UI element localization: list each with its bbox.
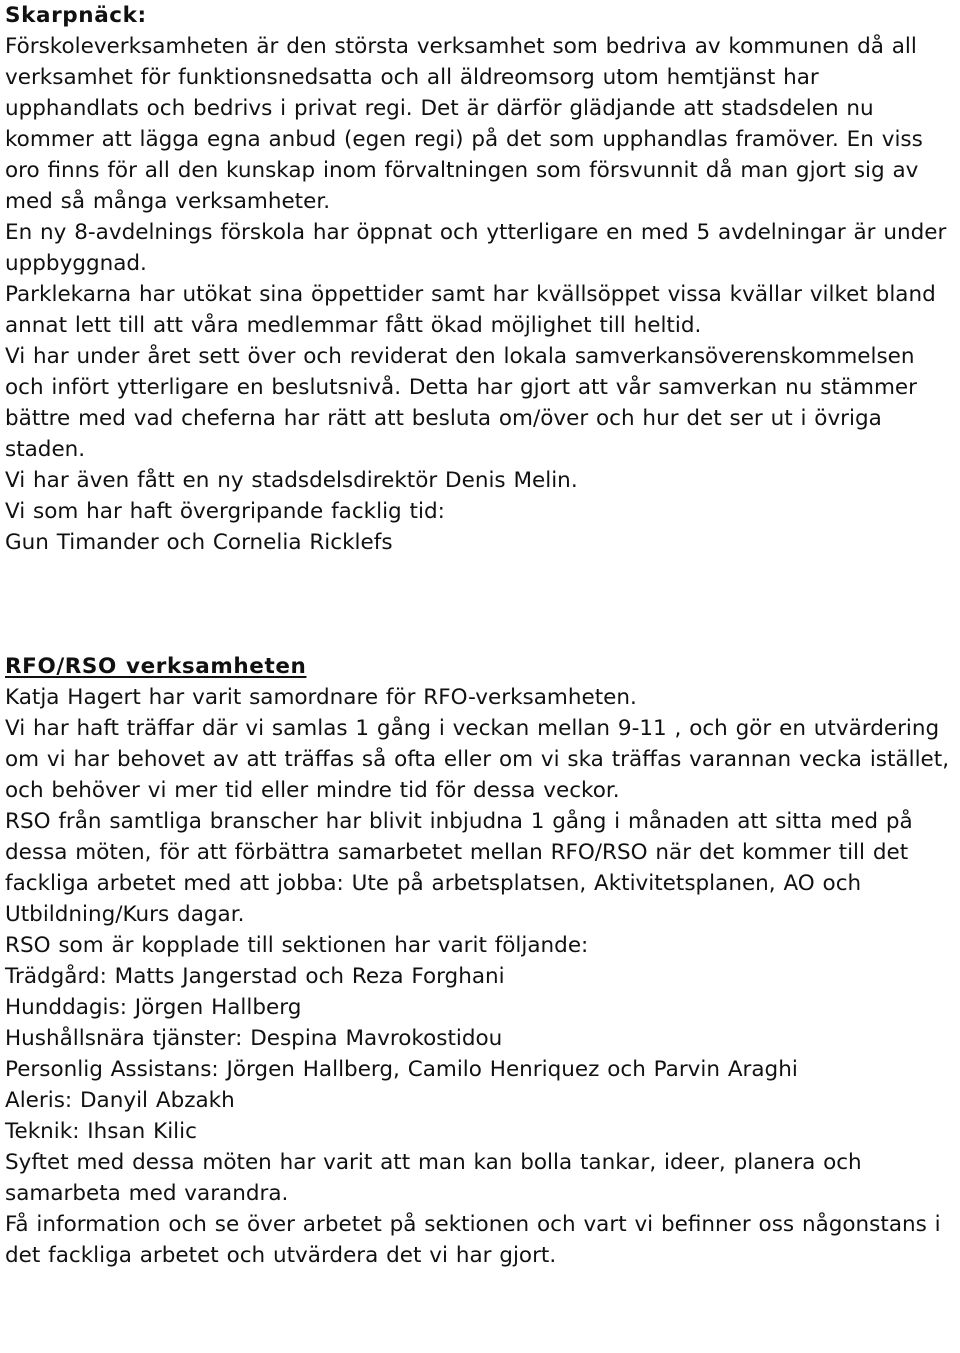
paragraph-facklig-tid-label: Vi som har haft övergripande facklig tid: xyxy=(5,499,445,524)
paragraph-information: Få information och se över arbetet på sektionen och vart vi befinner oss någonstans i det fackliga arbetet och utvärdera det vi har gjort. xyxy=(5,1212,941,1268)
section-heading-skarpnack: Skarpnäck: xyxy=(5,3,147,28)
paragraph-samordnare: Katja Hagert har varit samordnare för RFO-verksamheten. xyxy=(5,685,637,710)
paragraph-stadsdelsdirektor: Vi har även fått en ny stadsdelsdirektör Denis Melin. xyxy=(5,468,578,493)
list-item-hushallsnara: Hushållsnära tjänster: Despina Mavrokostidou xyxy=(5,1026,503,1051)
list-item-hunddagis: Hunddagis: Jörgen Hallberg xyxy=(5,995,302,1020)
section-spacer xyxy=(5,558,957,651)
paragraph-rso-kopplade: RSO som är kopplade till sektionen har varit följande: xyxy=(5,933,589,958)
section-heading-rfo-rso: RFO/RSO verksamheten xyxy=(5,654,307,679)
paragraph-syftet: Syftet med dessa möten har varit att man kan bolla tankar, ideer, planera och samarbeta med varandra. xyxy=(5,1150,862,1206)
paragraph-parklekarna: Parklekarna har utökat sina öppettider samt har kvällsöppet vissa kvällar vilket bland annat lett till att våra medlemmar fått ökad möjlighet till heltid. xyxy=(5,282,936,338)
list-item-tradgard: Trädgård: Matts Jangerstad och Reza Forghani xyxy=(5,964,505,989)
paragraph-facklig-tid-names: Gun Timander och Cornelia Ricklefs xyxy=(5,530,393,555)
list-item-teknik: Teknik: Ihsan Kilic xyxy=(5,1119,197,1144)
paragraph-samverkan: Vi har under året sett över och reviderat den lokala samverkansöverenskommelsen och infört ytterligare en beslutsnivå. Detta har gjort att vår samverkan nu stämmer bättre med vad cheferna har rätt att besluta om/över och hur det ser ut i övriga staden. xyxy=(5,344,917,462)
skarpnack-section xyxy=(5,0,957,558)
rfo-rso-section xyxy=(5,651,957,1271)
list-item-personlig-assistans: Personlig Assistans: Jörgen Hallberg, Camilo Henriquez och Parvin Araghi xyxy=(5,1057,798,1082)
paragraph-rso-inbjudna: RSO från samtliga branscher har blivit inbjudna 1 gång i månaden att sitta med på dessa möten, för att förbättra samarbetet mellan RFO/RSO när det kommer till det fackliga arbetet med att jobba: Ute på arbetsplatsen, Aktivitetsplanen, AO och Utbildning/Kurs dagar. xyxy=(5,809,913,927)
paragraph-ny-forskola: En ny 8-avdelnings förskola har öppnat och ytterligare en med 5 avdelningar är under uppbyggnad. xyxy=(5,220,947,276)
paragraph-forskoleverksamheten: Förskoleverksamheten är den största verksamhet som bedriva av kommunen då all verksamhet för funktionsnedsatta och all äldreomsorg utom hemtjänst har upphandlats och bedrivs i privat regi. Det är därför glädjande att stadsdelen nu kommer att lägga egna anbud (egen regi) på det som upphandlas framöver. En viss oro finns för all den kunskap inom förvaltningen som försvunnit då man gjort sig av med så många verksamheter. xyxy=(5,34,923,214)
paragraph-traffar: Vi har haft träffar där vi samlas 1 gång i veckan mellan 9-11 , och gör en utvärdering om vi har behovet av att träffas så ofta eller om vi ska träffas varannan vecka istället, och behöver vi mer tid eller mindre tid för dessa veckor. xyxy=(5,716,950,803)
list-item-aleris: Aleris: Danyil Abzakh xyxy=(5,1088,235,1113)
document-page xyxy=(5,0,957,1271)
